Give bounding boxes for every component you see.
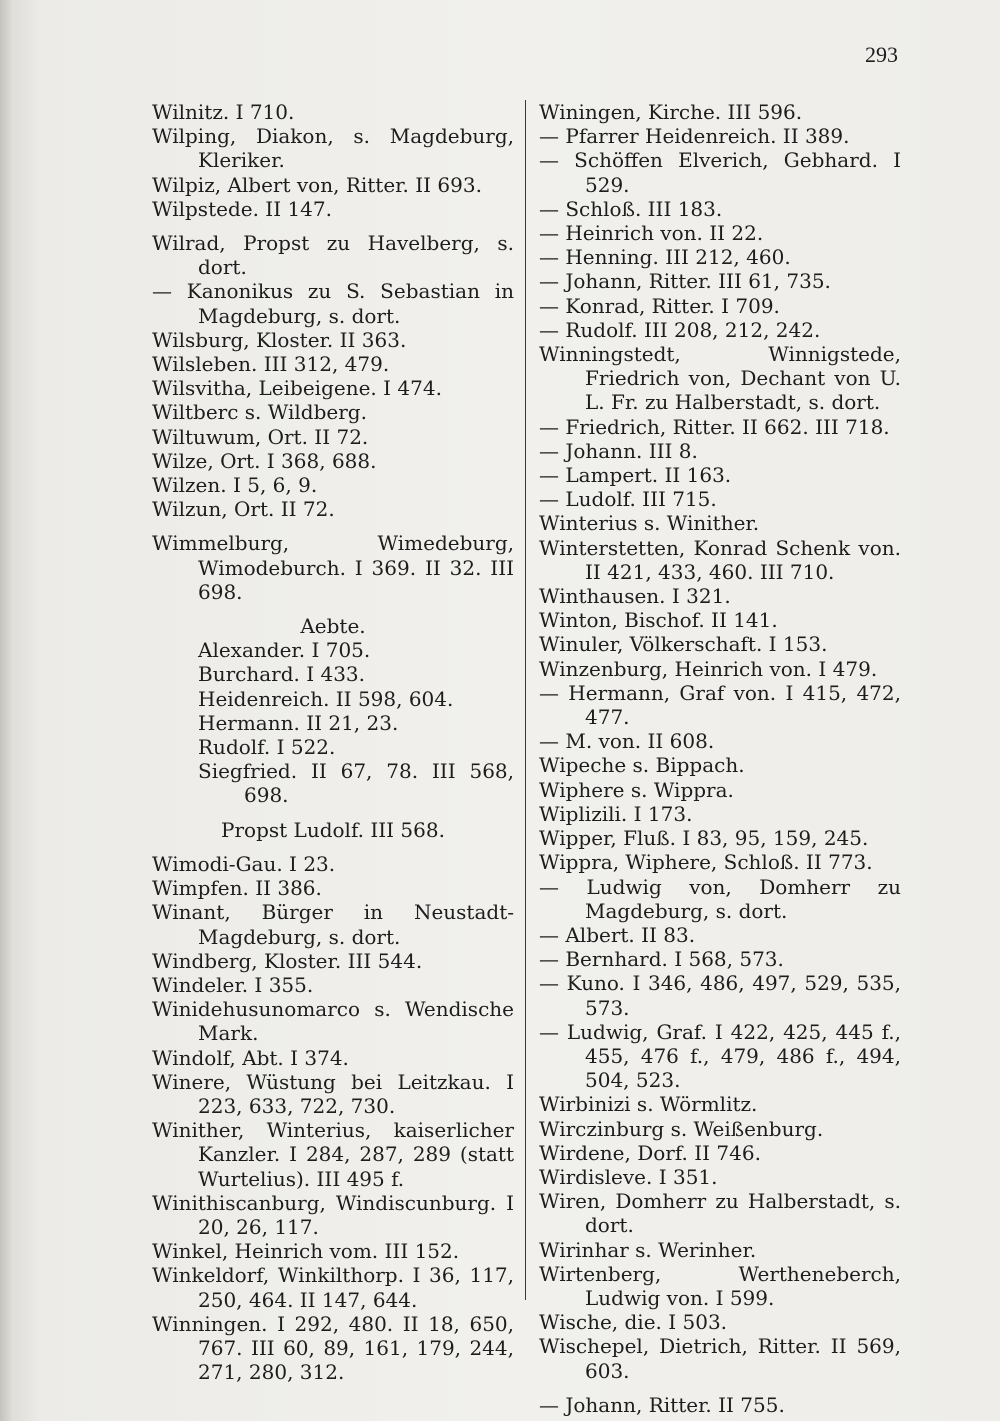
entry-gap [539,1383,901,1393]
index-entry: Winzenburg, Heinrich von. I 479. [539,656,878,681]
index-entry: — Heinrich von. II 22. [539,221,764,246]
index-entry: Wiplizili. I 173. [539,801,693,826]
index-entry: Winither, Winterius, kaiserlicher Kanzler. I 284, 287, 289 (statt Wurtelius). III 495 f. [152,1118,514,1191]
index-entry: Wirczinburg s. Weißenburg. [539,1116,824,1141]
index-entry: Wische, die. I 503. [539,1310,728,1335]
index-entry: Hermann. II 21, 23. [198,710,399,735]
index-entry: Winton, Bischof. II 141. [539,608,778,633]
entry-gap [152,808,514,818]
index-entry: Winterius s. Winither. [539,511,760,536]
index-entry: — Pfarrer Heidenreich. II 389. [539,124,850,149]
index-entry: Winithiscanburg, Windiscunburg. I 20, 26, 117. [152,1190,514,1239]
index-entry: Wilsleben. III 312, 479. [152,352,390,377]
index-entry: Winningstedt, Winnigstede, Friedrich von, Dechant von U. L. Fr. zu Halberstadt, s. dort. [539,342,901,415]
index-entry: Winere, Wüstung bei Leitzkau. I 223, 633, 722, 730. [152,1069,514,1118]
index-entry: Winuler, Völkerschaft. I 153. [539,632,828,657]
index-entry: Wilsburg, Kloster. II 363. [152,327,407,352]
index-entry: Wiren, Domherr zu Halberstadt, s. dort. [539,1189,901,1238]
index-entry: Winant, Bürger in Neustadt-Magdeburg, s. dort. [152,900,514,949]
page-gutter [0,0,14,1421]
index-entry: Wipper, Fluß. I 83, 95, 159, 245. [539,826,869,851]
index-entry: Wilzen. I 5, 6, 9. [152,473,318,498]
index-entry: — Rudolf. III 208, 212, 242. [539,317,821,342]
index-entry: Wilpstede. II 147. [152,196,332,221]
index-entry: — Johann, Ritter. II 755. [539,1392,785,1417]
section-heading: Aebte. [300,614,366,639]
entry-gap [152,604,514,614]
index-entry: Wimmelburg, Wimedeburg, Wimodeburch. I 369. II 32. III 698. [152,531,514,604]
index-entry: Wilzun, Ort. II 72. [152,497,335,522]
index-entry: — Ludolf. III 715. [539,487,717,512]
index-entry: Wippra, Wiphere, Schloß. II 773. [539,850,873,875]
index-entry: Wipeche s. Bippach. [539,753,745,778]
index-entry: Wilpiz, Albert von, Ritter. II 693. [152,172,482,197]
entry-gap [152,521,514,531]
index-entry: Winingen, Kirche. III 596. [539,100,803,124]
index-column-left [152,100,514,1384]
index-entry: Wiphere s. Wippra. [539,777,734,802]
index-entry: Wimpfen. II 386. [152,876,322,901]
index-entry: Winterstetten, Konrad Schenk von. II 421, 433, 460. III 710. [539,535,901,584]
index-entry: — Hermann, Graf von. I 415, 472, 477. [539,680,901,730]
index-entry: Wilze, Ort. I 368, 688. [152,448,377,473]
index-entry: Wischepel, Dietrich, Ritter. II 569, 603. [539,1334,901,1383]
section-heading: Propst Ludolf. III 568. [221,817,445,842]
entry-gap [152,842,514,852]
index-entry: — Schöffen Elverich, Gebhard. I 529. [539,148,901,197]
index-entry: — Bernhard. I 568, 573. [539,947,784,972]
index-entry: Wirtenberg, Wertheneberch, Ludwig von. I 599. [539,1261,901,1310]
index-entry: — M. von. II 608. [539,729,715,754]
index-entry: — Lampert. II 163. [539,463,732,488]
index-entry: Windeler. I 355. [152,972,314,997]
index-entry: Winkel, Heinrich vom. III 152. [152,1239,460,1264]
entry-gap [152,221,514,231]
index-entry: — Schloß. III 183. [539,196,723,221]
index-entry: Rudolf. I 522. [198,735,336,760]
index-entry: Siegfried. II 67, 78. III 568, 698. [198,759,514,808]
index-entry: Wiltuwum, Ort. II 72. [152,424,369,449]
index-entry: — Ludwig, Graf. I 422, 425, 445 f., 455, 476 f., 479, 486 f., 494, 504, 523. [539,1019,901,1093]
page-number: 293 [865,42,898,67]
index-entry: Alexander. I 705. [198,638,371,663]
index-entry: — Ludwig von, Domherr zu Magdeburg, s. dort. [539,874,901,923]
index-entry: Wirbinizi s. Wörmlitz. [539,1092,758,1117]
index-entry: Wilping, Diakon, s. Magdeburg, Kleriker. [152,124,514,173]
index-entry: Wirdisleve. I 351. [539,1164,718,1189]
index-entry: Winidehusunomarco s. Wendische Mark. [152,997,514,1046]
index-entry: Winkeldorf, Winkilthorp. I 36, 117, 250, 464. II 147, 644. [152,1263,514,1312]
index-entry: Wilnitz. I 710. [152,100,295,124]
index-entry: — Henning. III 212, 460. [539,245,791,270]
index-entry: Winthausen. I 321. [539,584,731,609]
index-entry: Wilrad, Propst zu Havelberg, s. dort. [152,231,514,280]
index-entry: Windberg, Kloster. III 544. [152,948,423,973]
index-entry: Wirinhar s. Werinher. [539,1237,757,1262]
index-entry: Winningen. I 292, 480. II 18, 650, 767. III 60, 89, 161, 179, 244, 271, 280, 312. [152,1311,514,1385]
column-divider [525,100,526,1300]
index-entry: Heidenreich. II 598, 604. [198,686,454,711]
index-entry: — Kuno. I 346, 486, 497, 529, 535, 573. [539,971,901,1020]
index-entry: — Johann, Ritter. III 61, 735. [539,269,831,294]
index-entry: — Albert. II 83. [539,922,696,947]
index-column-right [539,100,901,1417]
index-entry: Wilsvitha, Leibeigene. I 474. [152,376,442,401]
index-entry: Burchard. I 433. [198,662,366,687]
index-entry: — Konrad, Ritter. I 709. [539,293,780,318]
index-entry: Wirdene, Dorf. II 746. [539,1140,761,1165]
index-entry: — Kanonikus zu S. Sebastian in Magdeburg, s. dort. [152,279,514,328]
index-entry: Windolf, Abt. I 374. [152,1045,349,1070]
index-entry: Wimodi-Gau. I 23. [152,851,336,876]
index-entry: — Friedrich, Ritter. II 662. III 718. [539,414,890,439]
index-entry: — Johann. III 8. [539,438,698,463]
index-entry: Wiltberc s. Wildberg. [152,400,367,425]
